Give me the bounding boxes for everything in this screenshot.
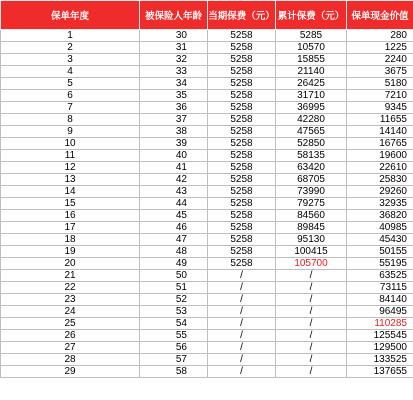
table-row [1,330,413,342]
cell-current-premium: 5258 [208,114,276,126]
table-row [1,30,413,42]
table-row [1,54,413,66]
cell-insured-age: 52 [140,294,208,306]
cell-insured-age: 36 [140,102,208,114]
cell-policy-year: 12 [1,162,140,174]
table-row [1,306,413,318]
cell-policy-year: 20 [1,258,140,270]
cell-policy-year: 8 [1,114,140,126]
table-row [1,66,413,78]
cell-current-premium: 5258 [208,54,276,66]
cell-cumulative-premium: 84560 [276,210,347,222]
header-cash-value: 保单现金价值 [347,1,413,30]
table-row [1,318,413,330]
cell-cumulative-premium: / [276,354,347,366]
cell-insured-age: 31 [140,42,208,54]
cell-current-premium: 5258 [208,210,276,222]
table-row [1,90,413,102]
cell-cumulative-premium: 89845 [276,222,347,234]
cell-insured-age: 57 [140,354,208,366]
cell-insured-age: 38 [140,126,208,138]
cell-cash-value: 137655 [347,366,413,378]
table-row [1,114,413,126]
cell-policy-year: 2 [1,42,140,54]
cell-cumulative-premium: 100415 [276,246,347,258]
table-row [1,42,413,54]
table-row [1,342,413,354]
cell-insured-age: 51 [140,282,208,294]
cell-current-premium: 5258 [208,258,276,270]
table-row [1,102,413,114]
cell-cash-value: 5180 [347,78,413,90]
cell-cash-value: 14140 [347,126,413,138]
cell-cash-value: 55195 [347,258,413,270]
cell-cash-value: 50155 [347,246,413,258]
cell-insured-age: 32 [140,54,208,66]
cell-policy-year: 22 [1,282,140,294]
table-row [1,198,413,210]
cell-current-premium: 5258 [208,78,276,90]
cell-cash-value: 9345 [347,102,413,114]
cell-cumulative-premium: / [276,282,347,294]
cell-insured-age: 46 [140,222,208,234]
table-row [1,282,413,294]
cell-cumulative-premium: 58135 [276,150,347,162]
cell-policy-year: 17 [1,222,140,234]
cell-insured-age: 37 [140,114,208,126]
cell-current-premium: / [208,306,276,318]
cell-cash-value: 7210 [347,90,413,102]
cell-cash-value: 63525 [347,270,413,282]
cell-cash-value: 1225 [347,42,413,54]
header-row [1,1,413,30]
cell-current-premium: / [208,318,276,330]
table-row [1,294,413,306]
cell-cash-value: 45430 [347,234,413,246]
cell-cumulative-premium: / [276,330,347,342]
table-header [1,1,413,30]
cell-cash-value: 40985 [347,222,413,234]
header-cumulative-premium: 累计保费（元） [276,1,347,30]
cell-current-premium: 5258 [208,222,276,234]
cell-insured-age: 53 [140,306,208,318]
cell-cumulative-premium: 15855 [276,54,347,66]
cell-current-premium: / [208,354,276,366]
cell-policy-year: 13 [1,174,140,186]
cell-cash-value: 110285 [347,318,413,330]
cell-current-premium: 5258 [208,126,276,138]
cell-current-premium: 5258 [208,42,276,54]
cell-cumulative-premium: 26425 [276,78,347,90]
cell-policy-year: 3 [1,54,140,66]
cell-insured-age: 48 [140,246,208,258]
cell-policy-year: 9 [1,126,140,138]
cell-insured-age: 30 [140,30,208,42]
cell-current-premium: 5258 [208,138,276,150]
cell-cumulative-premium: 5285 [276,30,347,42]
cell-policy-year: 4 [1,66,140,78]
table-row [1,222,413,234]
cell-cash-value: 32935 [347,198,413,210]
cell-policy-year: 15 [1,198,140,210]
cell-cash-value: 125545 [347,330,413,342]
cell-insured-age: 50 [140,270,208,282]
cell-policy-year: 28 [1,354,140,366]
cell-cumulative-premium: / [276,306,347,318]
cell-current-premium: 5258 [208,102,276,114]
cell-insured-age: 58 [140,366,208,378]
cell-policy-year: 10 [1,138,140,150]
cell-insured-age: 33 [140,66,208,78]
cell-current-premium: / [208,294,276,306]
cell-insured-age: 43 [140,186,208,198]
cell-cash-value: 133525 [347,354,413,366]
table-row [1,258,413,270]
cell-cash-value: 16765 [347,138,413,150]
cell-cash-value: 25830 [347,174,413,186]
cell-current-premium: / [208,330,276,342]
table-row [1,138,413,150]
cell-cumulative-premium: 95130 [276,234,347,246]
cell-cash-value: 96495 [347,306,413,318]
cell-current-premium: 5258 [208,150,276,162]
cell-current-premium: / [208,366,276,378]
cell-insured-age: 39 [140,138,208,150]
table-row [1,162,413,174]
cell-current-premium: 5258 [208,30,276,42]
cell-cumulative-premium: / [276,270,347,282]
cell-policy-year: 11 [1,150,140,162]
cell-policy-year: 16 [1,210,140,222]
cell-policy-year: 25 [1,318,140,330]
cell-policy-year: 21 [1,270,140,282]
cell-cumulative-premium: 36995 [276,102,347,114]
table-body [1,30,413,378]
cell-current-premium: / [208,282,276,294]
cell-policy-year: 14 [1,186,140,198]
cell-current-premium: 5258 [208,66,276,78]
cell-cumulative-premium: 52850 [276,138,347,150]
cell-policy-year: 23 [1,294,140,306]
cell-current-premium: 5258 [208,162,276,174]
cell-cumulative-premium: / [276,318,347,330]
cell-cumulative-premium: / [276,294,347,306]
table-row [1,174,413,186]
cell-policy-year: 27 [1,342,140,354]
cell-current-premium: / [208,270,276,282]
cell-policy-year: 6 [1,90,140,102]
table-row [1,234,413,246]
header-insured-age: 被保险人年龄 [140,1,208,30]
cell-cumulative-premium: 105700 [276,258,347,270]
cell-cumulative-premium: 10570 [276,42,347,54]
cell-insured-age: 41 [140,162,208,174]
table-row [1,210,413,222]
cell-insured-age: 45 [140,210,208,222]
cell-insured-age: 34 [140,78,208,90]
cell-cash-value: 29260 [347,186,413,198]
cell-cash-value: 11655 [347,114,413,126]
cell-insured-age: 56 [140,342,208,354]
table-row [1,150,413,162]
cell-cash-value: 2240 [347,54,413,66]
cell-policy-year: 29 [1,366,140,378]
cell-policy-year: 19 [1,246,140,258]
cell-policy-year: 18 [1,234,140,246]
cell-policy-year: 1 [1,30,140,42]
table-row [1,126,413,138]
cell-cash-value: 84140 [347,294,413,306]
cell-cash-value: 3675 [347,66,413,78]
cell-insured-age: 54 [140,318,208,330]
cell-cumulative-premium: 47565 [276,126,347,138]
cell-insured-age: 35 [140,90,208,102]
cell-policy-year: 26 [1,330,140,342]
cell-current-premium: 5258 [208,186,276,198]
table-row [1,78,413,90]
cell-insured-age: 47 [140,234,208,246]
cell-current-premium: 5258 [208,246,276,258]
cell-policy-year: 5 [1,78,140,90]
cell-cumulative-premium: / [276,342,347,354]
cell-current-premium: 5258 [208,234,276,246]
cell-cash-value: 280 [347,30,413,42]
cell-cash-value: 19600 [347,150,413,162]
cell-insured-age: 42 [140,174,208,186]
cell-policy-year: 7 [1,102,140,114]
cell-cumulative-premium: 21140 [276,66,347,78]
cell-insured-age: 49 [140,258,208,270]
cell-policy-year: 24 [1,306,140,318]
cell-cumulative-premium: 63420 [276,162,347,174]
cell-insured-age: 44 [140,198,208,210]
cell-cumulative-premium: 73990 [276,186,347,198]
cell-current-premium: / [208,342,276,354]
cell-cash-value: 73115 [347,282,413,294]
header-policy-year: 保单年度 [1,1,140,30]
cell-cumulative-premium: 79275 [276,198,347,210]
cell-cumulative-premium: 31710 [276,90,347,102]
header-current-premium: 当期保费（元） [208,1,276,30]
cell-current-premium: 5258 [208,90,276,102]
cell-cash-value: 22610 [347,162,413,174]
cell-insured-age: 40 [140,150,208,162]
cell-current-premium: 5258 [208,198,276,210]
cell-cash-value: 129500 [347,342,413,354]
table-row [1,354,413,366]
table-row [1,246,413,258]
table-row [1,186,413,198]
cell-cumulative-premium: 42280 [276,114,347,126]
cell-current-premium: 5258 [208,174,276,186]
table-row [1,366,413,378]
cell-cumulative-premium: 68705 [276,174,347,186]
table-row [1,270,413,282]
cell-cumulative-premium: / [276,366,347,378]
cell-insured-age: 55 [140,330,208,342]
cell-cash-value: 36820 [347,210,413,222]
